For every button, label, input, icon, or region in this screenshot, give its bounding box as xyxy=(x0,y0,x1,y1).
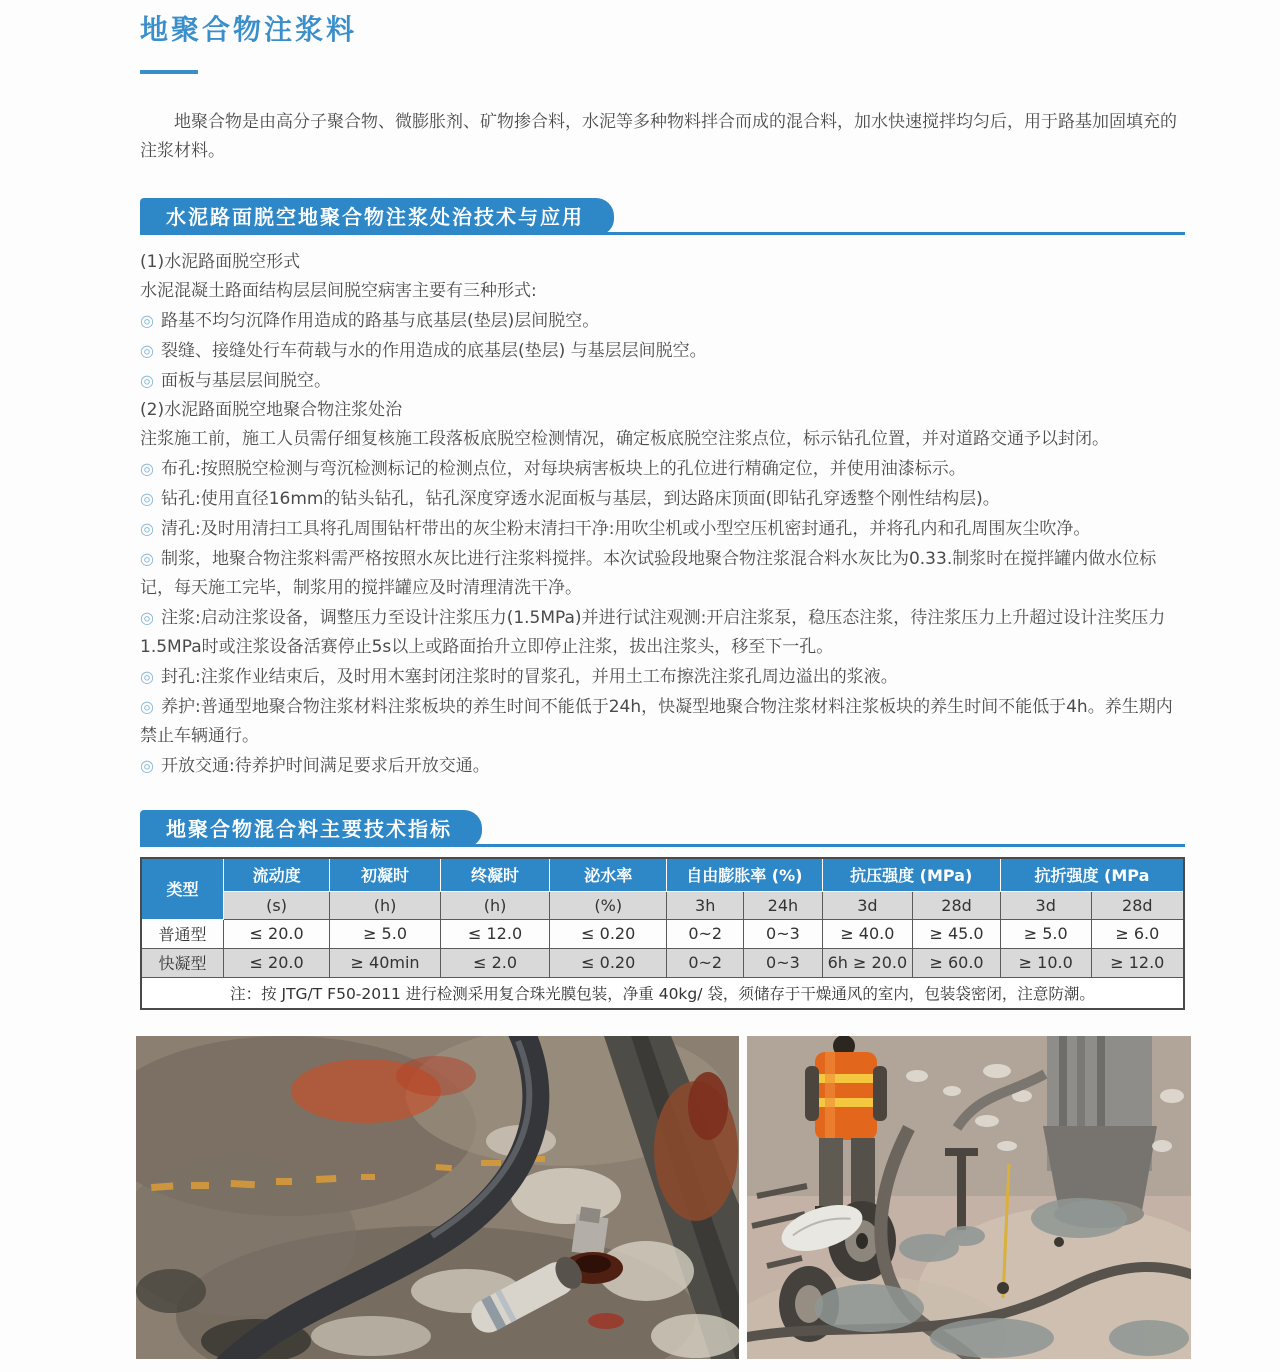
col-unit-header: 3h xyxy=(667,891,744,919)
bullseye-icon: ◎ xyxy=(140,311,154,330)
col-unit-header: (h) xyxy=(330,891,441,919)
bullet-item: ◎ 布孔:按照脱空检测与弯沉检测标记的检测点位，对每块病害板块上的孔位进行精确定位，并使用油漆标示。 xyxy=(140,459,966,479)
bullseye-icon: ◎ xyxy=(140,608,154,627)
photo-grouting-hole-image xyxy=(136,1036,739,1359)
row-label: 普通型 xyxy=(141,919,223,948)
table-row xyxy=(141,948,1184,977)
table-cell: ≤ 20.0 xyxy=(223,919,329,948)
table-cell: ≥ 60.0 xyxy=(913,948,1001,977)
bullet-item: ◎ 开放交通:待养护时间满足要求后开放交通。 xyxy=(140,756,490,776)
bullet-item: ◎ 养护:普通型地聚合物注浆材料注浆板块的养生时间不能低于24h，快凝型地聚合物注浆材料注浆板块的养生时间不能低于4h。养生期内禁止车辆通行。 xyxy=(140,697,1173,746)
bullseye-icon: ◎ xyxy=(140,549,154,568)
table-cell: ≥ 5.0 xyxy=(330,919,441,948)
page-title: 地聚合物注浆料 xyxy=(140,13,358,46)
bullseye-icon: ◎ xyxy=(140,489,154,508)
table-row xyxy=(141,919,1184,948)
table-note-row xyxy=(141,977,1184,1009)
col-unit-header: 24h xyxy=(744,891,822,919)
section1-banner xyxy=(140,198,1185,235)
title-underline xyxy=(140,70,198,74)
col-group-header: 初凝时 xyxy=(330,858,441,891)
text-line: (1)水泥路面脱空形式 xyxy=(140,252,301,272)
section1-heading: 水泥路面脱空地聚合物注浆处治技术与应用 xyxy=(140,198,614,235)
col-group-header: 抗折强度 (MPa xyxy=(1000,858,1184,891)
col-group-header: 泌水率 xyxy=(550,858,667,891)
bullet-item: ◎ 注浆:启动注浆设备，调整压力至设计注浆压力(1.5MPa)并进行试注观测:开启注浆泵，稳压态注浆，待注浆压力上升超过设计注奖压力1.5MPa时或注浆设备活赛停止5s以上或路面抬升立即停止注浆，拔出注浆头，移至下一孔。 xyxy=(140,608,1166,657)
bullet-item: ◎ 面板与基层层间脱空。 xyxy=(140,371,331,391)
bullet-item: ◎ 清孔:及时用清扫工具将孔周围钻杆带出的灰尘粉末清扫干净:用吹尘机或小型空压机密封通孔，并将孔内和孔周围灰尘吹净。 xyxy=(140,519,1091,539)
table-cell: ≥ 45.0 xyxy=(913,919,1001,948)
table-cell: ≥ 40.0 xyxy=(822,919,913,948)
col-group-header: 流动度 xyxy=(223,858,329,891)
table-cell: ≥ 6.0 xyxy=(1091,919,1184,948)
row-label: 快凝型 xyxy=(141,948,223,977)
table-cell: 0~3 xyxy=(744,948,822,977)
table-cell: ≥ 40min xyxy=(330,948,441,977)
bullseye-icon: ◎ xyxy=(140,756,154,775)
table-cell: ≥ 10.0 xyxy=(1000,948,1091,977)
text-line: (2)水泥路面脱空地聚合物注浆处治 xyxy=(140,400,403,420)
table-cell: ≤ 0.20 xyxy=(550,919,667,948)
table-note: 注：按 JTG/T F50-2011 进行检测采用复合珠光膜包装，净重 40kg/ 袋，须储存于干燥通风的室内，包装袋密闭，注意防潮。 xyxy=(141,977,1184,1009)
col-unit-header: 28d xyxy=(1091,891,1184,919)
bullseye-icon: ◎ xyxy=(140,667,154,686)
photo-grouting-site xyxy=(747,1036,1191,1359)
photo-grouting-site-image xyxy=(747,1036,1191,1359)
table-cell: ≤ 2.0 xyxy=(440,948,550,977)
col-unit-header: (h) xyxy=(440,891,550,919)
section2-heading: 地聚合物混合料主要技术指标 xyxy=(140,810,482,847)
col-group-header: 自由膨胀率 (%) xyxy=(667,858,822,891)
bullet-item: ◎ 钻孔:使用直径16mm的钻头钻孔，钻孔深度穿透水泥面板与基层，到达路床顶面(即钻孔穿透整个刚性结构层)。 xyxy=(140,489,1000,509)
table-cell: ≤ 0.20 xyxy=(550,948,667,977)
table-cell: ≥ 5.0 xyxy=(1000,919,1091,948)
photo-grouting-hole xyxy=(136,1036,739,1359)
col-group-header: 抗压强度 (MPa) xyxy=(822,858,1000,891)
bullet-item: ◎ 封孔:注浆作业结束后，及时用木塞封闭注浆时的冒浆孔，并用土工布擦洗注浆孔周边溢出的浆液。 xyxy=(140,667,898,687)
col-unit-header: 3d xyxy=(822,891,913,919)
section2-banner xyxy=(140,810,1185,847)
photo-strip xyxy=(136,1036,1185,1359)
table-cell: 0~2 xyxy=(667,948,744,977)
table-cell: 6h ≥ 20.0 xyxy=(822,948,913,977)
text-line: 水泥混凝土路面结构层层间脱空病害主要有三种形式: xyxy=(140,281,537,301)
bullseye-icon: ◎ xyxy=(140,519,154,538)
table-cell: ≤ 20.0 xyxy=(223,948,329,977)
col-unit-header: 28d xyxy=(913,891,1001,919)
bullet-item: ◎ 裂缝、接缝处行车荷载与水的作用造成的底基层(垫层) 与基层层间脱空。 xyxy=(140,341,707,361)
col-group-header: 终凝时 xyxy=(440,858,550,891)
table-cell: 0~3 xyxy=(744,919,822,948)
bullseye-icon: ◎ xyxy=(140,371,154,390)
bullseye-icon: ◎ xyxy=(140,341,154,360)
col-unit-header: 3d xyxy=(1000,891,1091,919)
col-unit-header: (s) xyxy=(223,891,329,919)
spec-table-head xyxy=(141,858,1184,919)
table-cell: ≥ 12.0 xyxy=(1091,948,1184,977)
section1-body xyxy=(140,248,1185,781)
spec-table xyxy=(140,857,1185,1010)
text-line: 注浆施工前，施工人员需仔细复核施工段落板底脱空检测情况，确定板底脱空注浆点位，标示钻孔位置，并对道路交通予以封闭。 xyxy=(140,429,1109,449)
spec-table-body xyxy=(141,919,1184,1009)
table-cell: 0~2 xyxy=(667,919,744,948)
bullseye-icon: ◎ xyxy=(140,459,154,478)
col-header-type: 类型 xyxy=(141,858,223,919)
intro-paragraph: 地聚合物是由高分子聚合物、微膨胀剂、矿物掺合料，水泥等多种物料拌合而成的混合料，加水快速搅拌均匀后，用于路基加固填充的注浆材料。 xyxy=(140,112,1177,161)
col-unit-header: (%) xyxy=(550,891,667,919)
bullseye-icon: ◎ xyxy=(140,697,154,716)
table-cell: ≤ 12.0 xyxy=(440,919,550,948)
bullet-item: ◎ 路基不均匀沉降作用造成的路基与底基层(垫层)层间脱空。 xyxy=(140,311,600,331)
bullet-item: ◎ 制浆，地聚合物注浆料需严格按照水灰比进行注浆料搅拌。本次试验段地聚合物注浆混合料水灰比为0.33.制浆时在搅拌罐内做水位标记，每天施工完毕，制浆用的搅拌罐应及时清理清洗干净。 xyxy=(140,549,1157,598)
